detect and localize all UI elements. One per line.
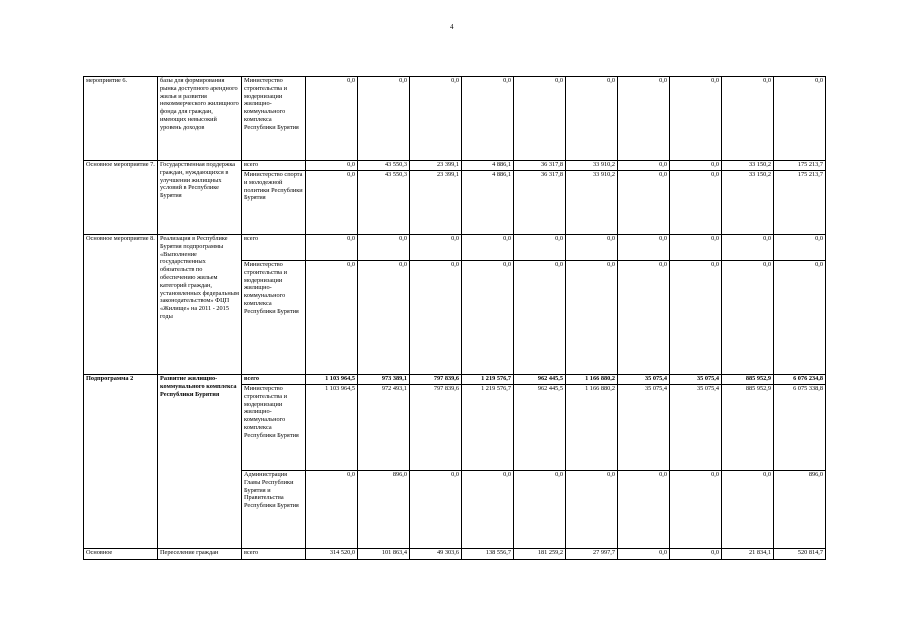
row-executor: Министерство строительства и модернизации жилищно-коммунального комплекса Республики Бурятия — [242, 261, 306, 375]
value-cell: 0,0 — [514, 77, 566, 161]
row-executor: всего — [242, 549, 306, 560]
value-cell: 35 075,4 — [618, 375, 670, 385]
value-cell: 175 213,7 — [774, 161, 826, 171]
value-cell: 35 075,4 — [670, 375, 722, 385]
table-row — [84, 77, 826, 161]
value-cell: 0,0 — [566, 471, 618, 549]
value-cell: 0,0 — [722, 235, 774, 261]
value-cell: 0,0 — [722, 77, 774, 161]
value-cell: 0,0 — [306, 261, 358, 375]
value-cell: 1 219 576,7 — [462, 375, 514, 385]
value-cell: 4 886,1 — [462, 171, 514, 235]
value-cell: 0,0 — [618, 77, 670, 161]
value-cell: 1 166 880,2 — [566, 375, 618, 385]
value-cell: 885 952,9 — [722, 385, 774, 471]
value-cell: 797 839,6 — [410, 385, 462, 471]
value-cell: 1 166 880,2 — [566, 385, 618, 471]
value-cell: 23 399,1 — [410, 161, 462, 171]
value-cell: 0,0 — [410, 261, 462, 375]
table-row — [84, 235, 826, 261]
value-cell: 33 910,2 — [566, 161, 618, 171]
row-name: Реализация в Республике Бурятия подпрограммы «Выполнение государственных обязательств по обеспечению жильем категорий граждан, установленных федеральным законодательством» ФЦП «Жилище» на 2011 - 2015 годы — [158, 235, 242, 375]
value-cell: 0,0 — [722, 261, 774, 375]
value-cell: 0,0 — [774, 235, 826, 261]
table-row — [84, 375, 826, 385]
value-cell: 0,0 — [462, 235, 514, 261]
value-cell: 6 075 338,8 — [774, 385, 826, 471]
value-cell: 35 075,4 — [670, 385, 722, 471]
value-cell: 0,0 — [566, 235, 618, 261]
row-executor: Администрация Главы Республики Бурятия и Правительства Республики Бурятия — [242, 471, 306, 549]
value-cell: 27 997,7 — [566, 549, 618, 560]
value-cell: 43 550,3 — [358, 161, 410, 171]
value-cell: 0,0 — [670, 261, 722, 375]
value-cell: 0,0 — [670, 235, 722, 261]
value-cell: 0,0 — [358, 261, 410, 375]
value-cell: 0,0 — [306, 171, 358, 235]
value-cell: 0,0 — [410, 235, 462, 261]
value-cell: 1 103 964,5 — [306, 385, 358, 471]
value-cell: 0,0 — [410, 77, 462, 161]
value-cell: 1 103 964,5 — [306, 375, 358, 385]
value-cell: 6 076 234,8 — [774, 375, 826, 385]
value-cell: 181 259,2 — [514, 549, 566, 560]
value-cell: 33 910,2 — [566, 171, 618, 235]
value-cell: 0,0 — [618, 549, 670, 560]
value-cell: 0,0 — [670, 471, 722, 549]
value-cell: 0,0 — [410, 471, 462, 549]
table-row — [84, 161, 826, 171]
value-cell: 43 550,3 — [358, 171, 410, 235]
value-cell: 0,0 — [774, 261, 826, 375]
value-cell: 21 834,1 — [722, 549, 774, 560]
value-cell: 0,0 — [306, 77, 358, 161]
value-cell: 0,0 — [722, 471, 774, 549]
value-cell: 0,0 — [514, 235, 566, 261]
value-cell: 973 389,1 — [358, 375, 410, 385]
row-name: Государственная поддержка граждан, нуждающихся в улучшении жилищных условий в Республике Бурятия — [158, 161, 242, 235]
value-cell: 1 219 576,7 — [462, 385, 514, 471]
value-cell: 23 399,1 — [410, 171, 462, 235]
row-name: Переселение граждан — [158, 549, 242, 560]
value-cell: 962 445,5 — [514, 375, 566, 385]
row-executor: Министерство спорта и молодежной политики Республики Бурятия — [242, 171, 306, 235]
row-executor: Министерство строительства и модернизации жилищно-коммунального комплекса Республики Бурятия — [242, 385, 306, 471]
value-cell: 0,0 — [566, 77, 618, 161]
row-executor: всего — [242, 161, 306, 171]
table-row — [84, 549, 826, 560]
value-cell: 0,0 — [774, 77, 826, 161]
value-cell: 896,0 — [774, 471, 826, 549]
value-cell: 0,0 — [462, 261, 514, 375]
value-cell: 138 556,7 — [462, 549, 514, 560]
value-cell: 4 886,1 — [462, 161, 514, 171]
value-cell: 0,0 — [618, 235, 670, 261]
value-cell: 35 075,4 — [618, 385, 670, 471]
value-cell: 962 445,5 — [514, 385, 566, 471]
value-cell: 972 493,1 — [358, 385, 410, 471]
row-code: Основное мероприятие 8. — [84, 235, 158, 375]
value-cell: 49 303,6 — [410, 549, 462, 560]
row-code: Основное мероприятие 7. — [84, 161, 158, 235]
value-cell: 885 952,9 — [722, 375, 774, 385]
value-cell: 0,0 — [670, 171, 722, 235]
value-cell: 0,0 — [462, 77, 514, 161]
value-cell: 896,0 — [358, 471, 410, 549]
row-executor: Министерство строительства и модернизации жилищно-коммунального комплекса Республики Бурятия — [242, 77, 306, 161]
value-cell: 36 317,8 — [514, 161, 566, 171]
value-cell: 0,0 — [306, 471, 358, 549]
row-code: Подпрограмма 2 — [84, 375, 158, 549]
value-cell: 36 317,8 — [514, 171, 566, 235]
value-cell: 0,0 — [670, 549, 722, 560]
value-cell: 0,0 — [514, 471, 566, 549]
row-code: Основное — [84, 549, 158, 560]
value-cell: 314 520,0 — [306, 549, 358, 560]
value-cell: 33 150,2 — [722, 171, 774, 235]
row-executor: всего — [242, 375, 306, 385]
value-cell: 0,0 — [358, 77, 410, 161]
value-cell: 0,0 — [566, 261, 618, 375]
value-cell: 797 839,6 — [410, 375, 462, 385]
value-cell: 0,0 — [670, 77, 722, 161]
row-name: базы для формирования рынка доступного арендного жилья и развития некоммерческого жилищного фонда для граждан, имеющих невысокий уровень доходов — [158, 77, 242, 161]
row-executor: всего — [242, 235, 306, 261]
value-cell: 0,0 — [358, 235, 410, 261]
value-cell: 0,0 — [514, 261, 566, 375]
value-cell: 0,0 — [306, 235, 358, 261]
row-code: мероприятие 6. — [84, 77, 158, 161]
value-cell: 520 814,7 — [774, 549, 826, 560]
value-cell: 0,0 — [462, 471, 514, 549]
value-cell: 33 150,2 — [722, 161, 774, 171]
value-cell: 101 863,4 — [358, 549, 410, 560]
value-cell: 0,0 — [306, 161, 358, 171]
value-cell: 0,0 — [618, 171, 670, 235]
value-cell: 0,0 — [618, 261, 670, 375]
value-cell: 175 213,7 — [774, 171, 826, 235]
value-cell: 0,0 — [670, 161, 722, 171]
row-name: Развитие жилищно-коммунального комплекса Республики Бурятия — [158, 375, 242, 549]
value-cell: 0,0 — [618, 161, 670, 171]
budget-table — [83, 76, 826, 560]
value-cell: 0,0 — [618, 471, 670, 549]
page-number: 4 — [450, 23, 454, 31]
